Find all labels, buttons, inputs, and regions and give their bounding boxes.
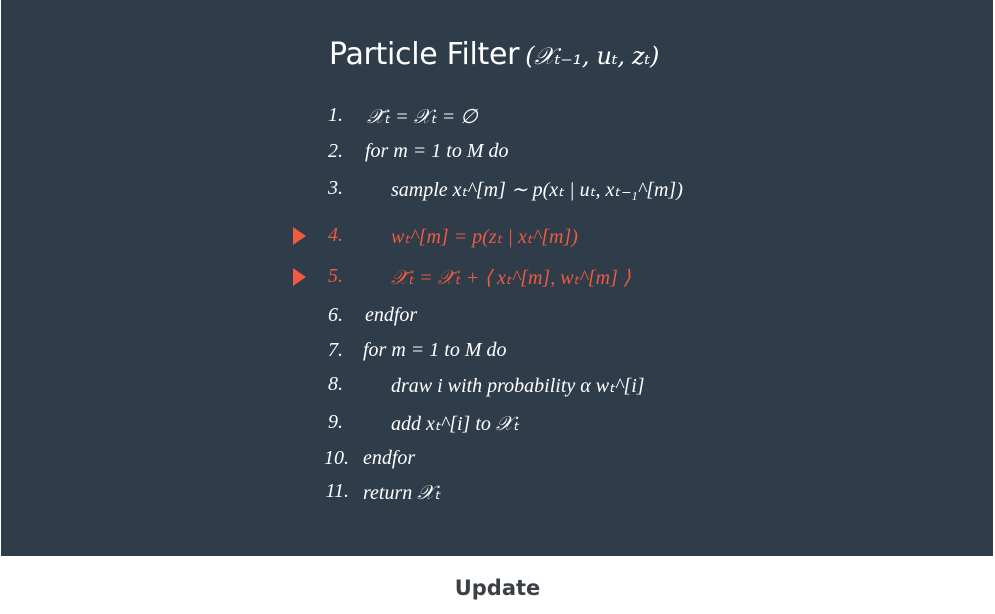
line-code: return 𝒳ₜ <box>363 482 441 504</box>
title-text: Particle Filter <box>329 37 520 72</box>
line-number: 4. <box>328 224 343 246</box>
line-code: endfor <box>365 304 418 326</box>
line-number: 9. <box>328 411 343 433</box>
line-code: sample xₜ^[m] ∼ p(xₜ | uₜ, xₜ₋₁^[m]) <box>391 179 683 201</box>
line-number: 1. <box>328 104 343 126</box>
line-code: endfor <box>363 447 416 469</box>
line-number: 7. <box>328 339 343 361</box>
line-code: for m = 1 to M do <box>365 140 509 162</box>
line-number: 8. <box>328 373 343 395</box>
line-number: 5. <box>328 265 343 287</box>
line-number: 3. <box>328 177 343 199</box>
line-code: wₜ^[m] = p(zₜ | xₜ^[m]) <box>391 226 578 248</box>
line-code: 𝒳̄ₜ = 𝒳ₜ = ∅ <box>367 106 478 128</box>
title-arguments: (𝒳ₜ₋₁, uₜ, zₜ) <box>525 42 660 70</box>
line-code: add xₜ^[i] to 𝒳ₜ <box>391 413 519 435</box>
algorithm-slide <box>1 0 993 556</box>
line-code: 𝒳̄ₜ = 𝒳̄ₜ + ⟨ xₜ^[m], wₜ^[m] ⟩ <box>391 267 631 289</box>
slide-title <box>329 37 659 72</box>
line-code: draw i with probability α wₜ^[i] <box>391 375 645 397</box>
line-number: 6. <box>328 304 343 326</box>
line-number: 2. <box>328 140 343 162</box>
slide-caption: Update <box>454 576 541 600</box>
line-number: 11. <box>325 480 349 502</box>
line-code: for m = 1 to M do <box>363 339 507 361</box>
line-number: 10. <box>324 447 349 469</box>
